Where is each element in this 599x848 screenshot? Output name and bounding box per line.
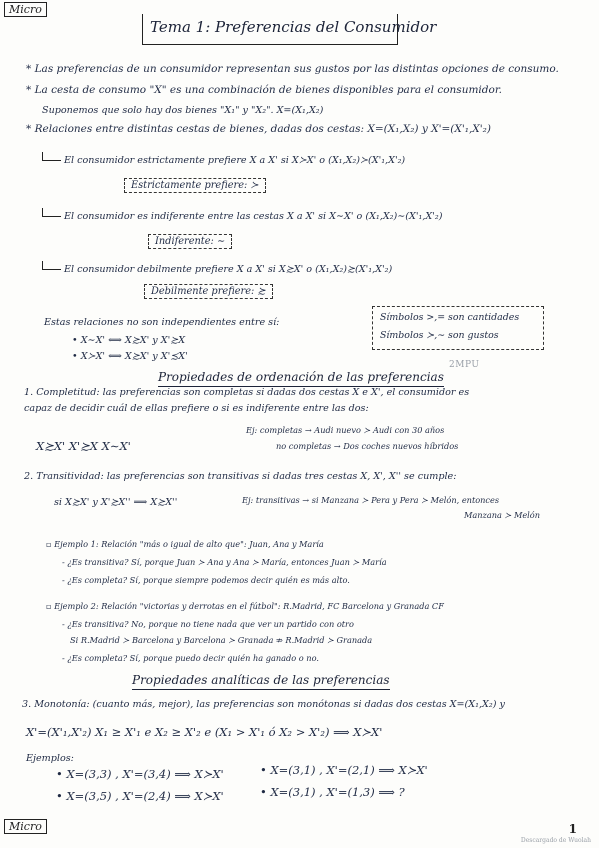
intro-line-1: * Las preferencias de un consumidor representan sus gustos por las distintas opciones de consumo.	[26, 63, 559, 75]
transitivity-example-result: Manzana ≻ Melón	[464, 510, 541, 520]
completeness-line-1: 1. Completitud: las preferencias son completas si dadas dos cestas X e X', el consumidor es	[24, 387, 470, 398]
page-title: Tema 1: Preferencias del Consumidor	[150, 18, 437, 36]
arrow-icon	[42, 208, 61, 217]
transitivity-rule: si X≿X' y X'≿X'' ⟹ X≿X''	[54, 497, 178, 508]
section-ordering-title: Propiedades de ordenación de las preferencias	[158, 370, 444, 384]
completeness-example-no: no completas → Dos coches nuevos híbridos	[276, 441, 459, 451]
symbols-tastes: Símbolos ≻,∼ son gustos	[380, 330, 499, 341]
subject-tag: Micro	[4, 2, 47, 17]
monotonicity-line-2: X'=(X'₁,X'₂) X₁ ≥ X'₁ e X₂ ≥ X'₂ e (X₁ > X'₁ ó X₂ > X'₂) ⟹ X≻X'	[26, 725, 383, 739]
monotonicity-example-2: • X=(3,1) , X'=(2,1) ⟹ X≻X'	[260, 763, 428, 777]
example-1-title: ▫ Ejemplo 1: Relación "más o igual de alto que": Juan, Ana y María	[46, 539, 324, 549]
relation-indiff	[42, 208, 442, 223]
completeness-line-2: capaz de decidir cuál de ellas prefiere o si es indiferente entre las dos:	[24, 403, 369, 414]
example-2-transitive: - ¿Es transitiva? No, porque no tiene nada que ver un partido con otro	[62, 619, 354, 629]
intro-line-3: Suponemos que solo hay dos bienes "X₁" y "X₂". X=(X₁,X₂)	[42, 105, 324, 116]
independence-item-1: • X∼X' ⟺ X≿X' y X'≿X	[72, 335, 186, 346]
monotonicity-example-4: • X=(3,1) , X'=(1,3) ⟹ ?	[260, 785, 405, 799]
completeness-relations: X≿X' X'≿X X∼X'	[36, 439, 131, 453]
example-2-title: ▫ Ejemplo 2: Relación "victorias y derrotas en el fútbol": R.Madrid, FC Barcelona y Granada CF	[46, 601, 444, 611]
strict-definition-box: Estrictamente prefiere: ≻	[124, 178, 266, 193]
completeness-example-yes: Ej: completas → Audi nuevo ≻ Audi con 30 años	[246, 425, 445, 435]
transitivity-line-1: 2. Transitividad: las preferencias son transitivas si dadas tres cestas X, X', X'' se cumple:	[24, 471, 457, 482]
relation-strict	[42, 152, 405, 167]
example-2-complete: - ¿Es completa? Sí, porque puedo decir quién ha ganado o no.	[62, 653, 319, 663]
arrow-icon	[42, 261, 61, 270]
monotonicity-example-1: • X=(3,3) , X'=(3,4) ⟹ X≻X'	[56, 767, 224, 781]
weak-definition-box: Debilmente prefiere: ≿	[144, 284, 273, 299]
intro-line-2: * La cesta de consumo "X" es una combinación de bienes disponibles para el consumidor.	[26, 84, 503, 96]
indiff-definition-box: Indiferente: ∼	[148, 234, 232, 249]
section-analytic-title: Propiedades analíticas de las preferencias	[132, 673, 390, 687]
independence-item-2: • X≻X' ⟺ X≿X' y X'≾X'	[72, 351, 188, 362]
relation-strict-text: El consumidor estrictamente prefiere X a X' si X≻X' o (X₁,X₂)≻(X'₁,X'₂)	[64, 155, 406, 166]
example-1-complete: - ¿Es completa? Sí, porque siempre podemos decir quién es más alto.	[62, 575, 350, 585]
page-number: 1	[568, 822, 577, 836]
monotonicity-example-3: • X=(3,5) , X'=(2,4) ⟹ X≻X'	[56, 789, 224, 803]
transitivity-example: Ej: transitivas → si Manzana ≻ Pera y Pera ≻ Melón, entonces	[242, 495, 500, 505]
footer-mark: Descargado de Wuolah	[520, 837, 591, 844]
symbols-quantities: Símbolos >,= son cantidades	[380, 312, 520, 323]
examples-heading: Ejemplos:	[26, 753, 74, 764]
monotonicity-line-1: 3. Monotonía: (cuanto más, mejor), las preferencias son monótonas si dadas dos cestas X=(X₁,X₂) y	[22, 699, 505, 710]
stamp-mark: 2MPU	[449, 360, 480, 370]
relation-weak	[42, 261, 392, 276]
independence-heading: Estas relaciones no son independientes entre sí:	[44, 317, 280, 328]
relation-weak-text: El consumidor debilmente prefiere X a X' si X≿X' o (X₁,X₂)≿(X'₁,X'₂)	[64, 264, 393, 275]
example-2-counterexample: Si R.Madrid ≻ Barcelona y Barcelona ≻ Granada ⇏ R.Madrid ≻ Granada	[70, 635, 373, 645]
example-1-transitive: - ¿Es transitiva? Sí, porque Juan ≻ Ana y Ana ≻ María, entonces Juan ≻ María	[62, 557, 387, 567]
subject-tag-bottom: Micro	[4, 819, 47, 834]
relation-indiff-text: El consumidor es indiferente entre las cestas X a X' si X∼X' o (X₁,X₂)∼(X'₁,X'₂)	[64, 211, 443, 222]
arrow-icon	[42, 152, 61, 161]
intro-line-4: * Relaciones entre distintas cestas de bienes, dadas dos cestas: X=(X₁,X₂) y X'=(X'₁,X'₂)	[26, 123, 491, 135]
